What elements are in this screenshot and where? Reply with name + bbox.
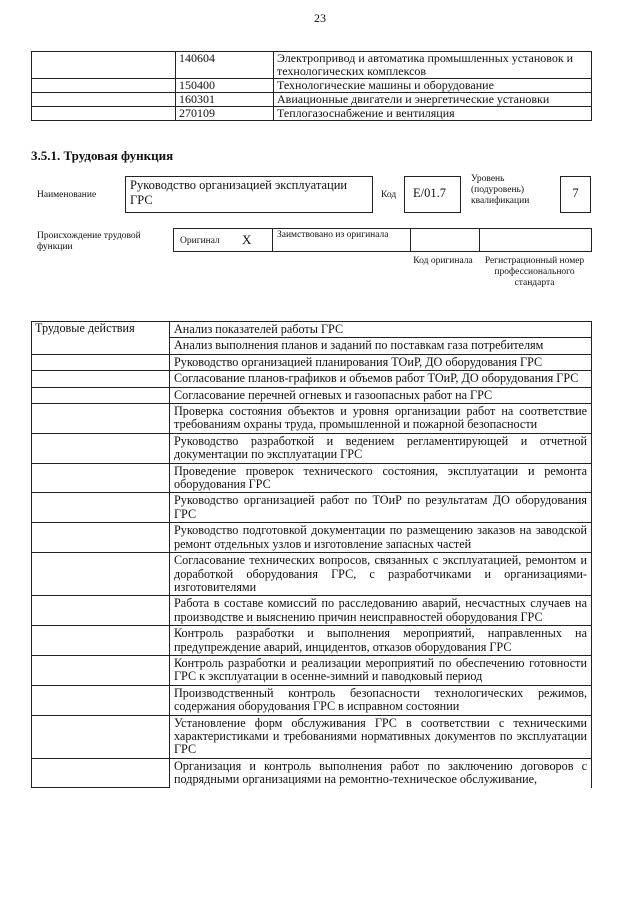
labor-action-item: Руководство организацией работ по ТОиР по результатам ДО оборудования ГРС [170, 493, 592, 523]
table-row [32, 387, 592, 403]
labor-action-item: Проведение проверок технического состояния, эксплуатации и ремонта оборудования ГРС [170, 463, 592, 493]
table-cell-blank [32, 715, 170, 758]
labor-action-item: Руководство организацией планирования ТОиР, ДО оборудования ГРС [170, 354, 592, 370]
section-title: 3.5.1. Трудовая функция [31, 148, 174, 163]
table-row [32, 79, 592, 93]
table-row [32, 463, 592, 493]
table-cell-blank [32, 404, 170, 434]
table-cell-code: 270109 [176, 107, 274, 121]
original-cell [174, 229, 273, 251]
code-label: Код [381, 190, 397, 200]
table-cell-blank [32, 463, 170, 493]
table-row [32, 655, 592, 685]
table-row [32, 338, 592, 354]
table-row [32, 715, 592, 758]
table-row [32, 523, 592, 553]
table-cell-blank [32, 354, 170, 370]
borrowed-label: Заимствовано из оригинала [277, 230, 389, 240]
code-original-cell [410, 229, 480, 251]
page-number: 23 [314, 11, 326, 25]
table-cell-blank [32, 493, 170, 523]
table-cell-code: 150400 [176, 79, 274, 93]
level-value-box: 7 [560, 176, 591, 213]
reg-number-cell [479, 229, 591, 251]
labor-action-item: Согласование технических вопросов, связанных с эксплуатацией, ремонтом и доработкой оборудования ГРС, с разработчиками и организациями-изготовителями [170, 553, 592, 596]
table-cell-blank [32, 655, 170, 685]
table-cell-blank [32, 52, 176, 79]
table-row [32, 107, 592, 121]
table-cell-blank [32, 626, 170, 656]
table-cell-blank [32, 553, 170, 596]
table-cell-name: Электропривод и автоматика промышленных установок и технологических комплексов [274, 52, 592, 79]
table-cell-name: Технологические машины и оборудование [274, 79, 592, 93]
table-cell-blank [32, 371, 170, 387]
table-cell-code: 140604 [176, 52, 274, 79]
labor-actions-heading: Трудовые действия [32, 322, 170, 338]
codes-table [31, 51, 592, 121]
table-row [32, 93, 592, 107]
table-cell-blank [32, 685, 170, 715]
labor-action-item: Установление форм обслуживания ГРС в соответствии с техническими характеристиками и требованиями нормативных документов по эксплуатации ГРС [170, 715, 592, 758]
original-label: Оригинал [180, 236, 220, 246]
labor-actions-table [31, 321, 592, 788]
table-cell-code: 160301 [176, 93, 274, 107]
table-row [32, 758, 592, 787]
origin-box [173, 228, 592, 252]
reg-number-caption: Регистрационный номер профессионального стандарта [484, 256, 585, 288]
table-row [32, 354, 592, 370]
table-row [32, 553, 592, 596]
table-row [32, 596, 592, 626]
table-cell-blank [32, 433, 170, 463]
table-row [32, 433, 592, 463]
labor-action-item: Контроль разработки и выполнения мероприятий, направленных на предупреждение аварий, инцидентов, отказов оборудования ГРС [170, 626, 592, 656]
table-cell-blank [32, 523, 170, 553]
table-cell-name: Авиационные двигатели и энергетические установки [274, 93, 592, 107]
table-cell-name: Теплогазоснабжение и вентиляция [274, 107, 592, 121]
table-row [32, 685, 592, 715]
code-value-box: E/01.7 [404, 176, 461, 213]
original-mark: X [242, 232, 252, 247]
table-cell-blank [32, 107, 176, 121]
table-cell-blank [32, 387, 170, 403]
labor-action-item: Организация и контроль выполнения работ по заключению договоров с подрядными организациями на ремонтно-техническое обслуживание, [170, 758, 592, 787]
function-name-box: Руководство организацией эксплуатации ГРС [125, 176, 373, 213]
table-row [32, 322, 592, 338]
level-label: Уровень (подуровень) квалификации [471, 174, 530, 206]
labor-action-item: Контроль разработки и реализации мероприятий по обеспечению готовности ГРС к эксплуатации в осенне-зимний и паводковый период [170, 655, 592, 685]
labor-action-item: Анализ выполнения планов и заданий по поставкам газа потребителям [170, 338, 592, 354]
table-row [32, 52, 592, 79]
labor-action-item: Согласование перечней огневых и газоопасных работ на ГРС [170, 387, 592, 403]
labor-action-item: Анализ показателей работы ГРС [170, 322, 592, 338]
table-cell-blank [32, 596, 170, 626]
name-label: Наименование [37, 190, 97, 200]
code-original-caption: Код оригинала [413, 256, 473, 266]
table-row [32, 626, 592, 656]
table-row [32, 371, 592, 387]
table-row [32, 404, 592, 434]
table-cell-blank [32, 758, 170, 787]
labor-action-item: Проверка состояния объектов и уровня организации работ на соответствие требованиям охраны труда, промышленной и пожарной безопасности [170, 404, 592, 434]
labor-action-item: Согласование планов-графиков и объемов работ ТОиР, ДО оборудования ГРС [170, 371, 592, 387]
table-cell-blank [32, 79, 176, 93]
labor-action-item: Руководство разработкой и ведением регламентирующей и отчетной документации по эксплуатации ГРС [170, 433, 592, 463]
labor-action-item: Производственный контроль безопасности технологических режимов, содержания оборудования ГРС в исправном состоянии [170, 685, 592, 715]
labor-action-item: Работа в составе комиссий по расследованию аварий, несчастных случаев на производстве и выяснению причин неисправностей оборудования ГРС [170, 596, 592, 626]
table-row [32, 493, 592, 523]
labor-action-item: Руководство подготовкой документации по размещению заказов на заводской ремонт отдельных узлов и изготовление запасных частей [170, 523, 592, 553]
table-cell-blank [32, 93, 176, 107]
table-cell-blank [32, 338, 170, 354]
origin-label: Происхождение трудовой функции [37, 231, 141, 252]
